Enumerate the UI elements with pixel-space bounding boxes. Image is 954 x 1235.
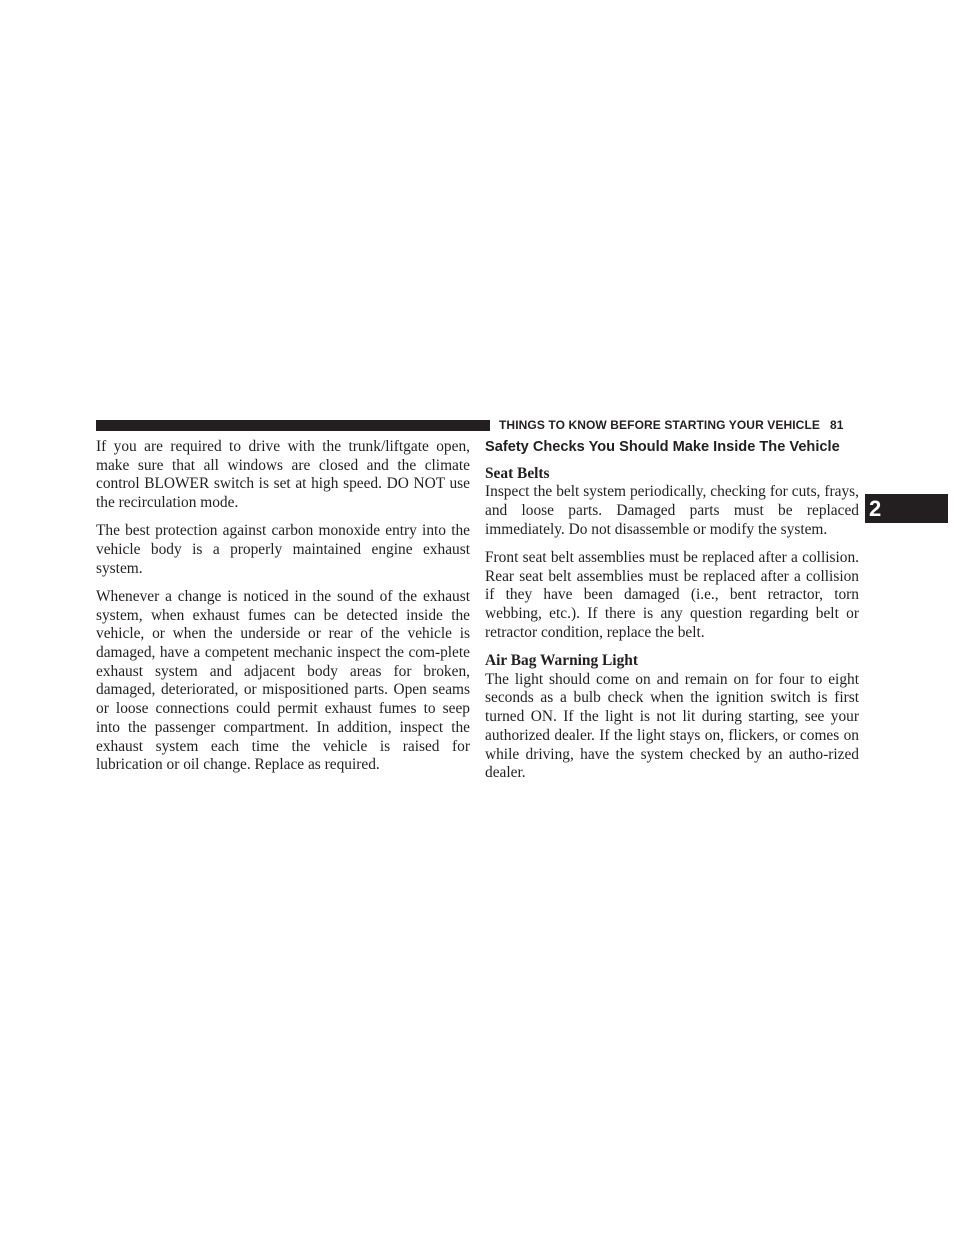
running-header <box>499 417 844 433</box>
header-rule <box>96 420 490 431</box>
paragraph-seat-belt-replace: Front seat belt assemblies must be replaced after a collision. Rear seat belt assemblies must be replaced after a collision if they have been damaged (i.e., bent retractor, torn webbing, etc.). If there is any question regarding belt or retractor condition, replace the belt. <box>485 549 859 641</box>
chapter-tab: 2 <box>865 494 948 523</box>
paragraph-air-bag-light: The light should come on and remain on for four to eight seconds as a bulb check when the ignition switch is first turned ON. If the light is not lit during starting, see your authorized dealer. If the light stays on, flickers, or comes on while driving, have the system checked by an autho-rized dealer. <box>485 670 859 782</box>
page-number: 81 <box>829 418 844 432</box>
section-title: Safety Checks You Should Make Inside The Vehicle <box>485 439 840 455</box>
paragraph-carbon-monoxide: The best protection against carbon monoxide entry into the vehicle body is a properly maintained engine exhaust system. <box>96 522 470 577</box>
seat-belts-heading: Seat Belts <box>485 464 550 482</box>
paragraph-trunk-open: If you are required to drive with the trunk/liftgate open, make sure that all windows are closed and the climate control BLOWER switch is set at high speed. DO NOT use the recirculation mode. <box>96 438 470 512</box>
paragraph-exhaust-inspection: Whenever a change is noticed in the sound of the exhaust system, when exhaust fumes can be detected inside the vehicle, or when the underside or rear of the vehicle is damaged, have a competent mechanic inspect the com-plete exhaust system and adjacent body areas for broken, damaged, deteriorated, or mispositioned parts. Open seams or loose connections could permit exhaust fumes to seep into the passenger compartment. In addition, inspect the exhaust system each time the vehicle is raised for lubrication or oil change. Replace as required. <box>96 587 470 774</box>
paragraph-seat-belt-inspect: Inspect the belt system periodically, checking for cuts, frays, and loose parts. Damaged parts must be replaced immediately. Do not disassemble or modify the system. <box>485 483 859 538</box>
air-bag-heading: Air Bag Warning Light <box>485 652 638 670</box>
right-column <box>485 438 859 792</box>
running-title: THINGS TO KNOW BEFORE STARTING YOUR VEHICLE <box>499 418 820 432</box>
left-column <box>96 438 470 784</box>
